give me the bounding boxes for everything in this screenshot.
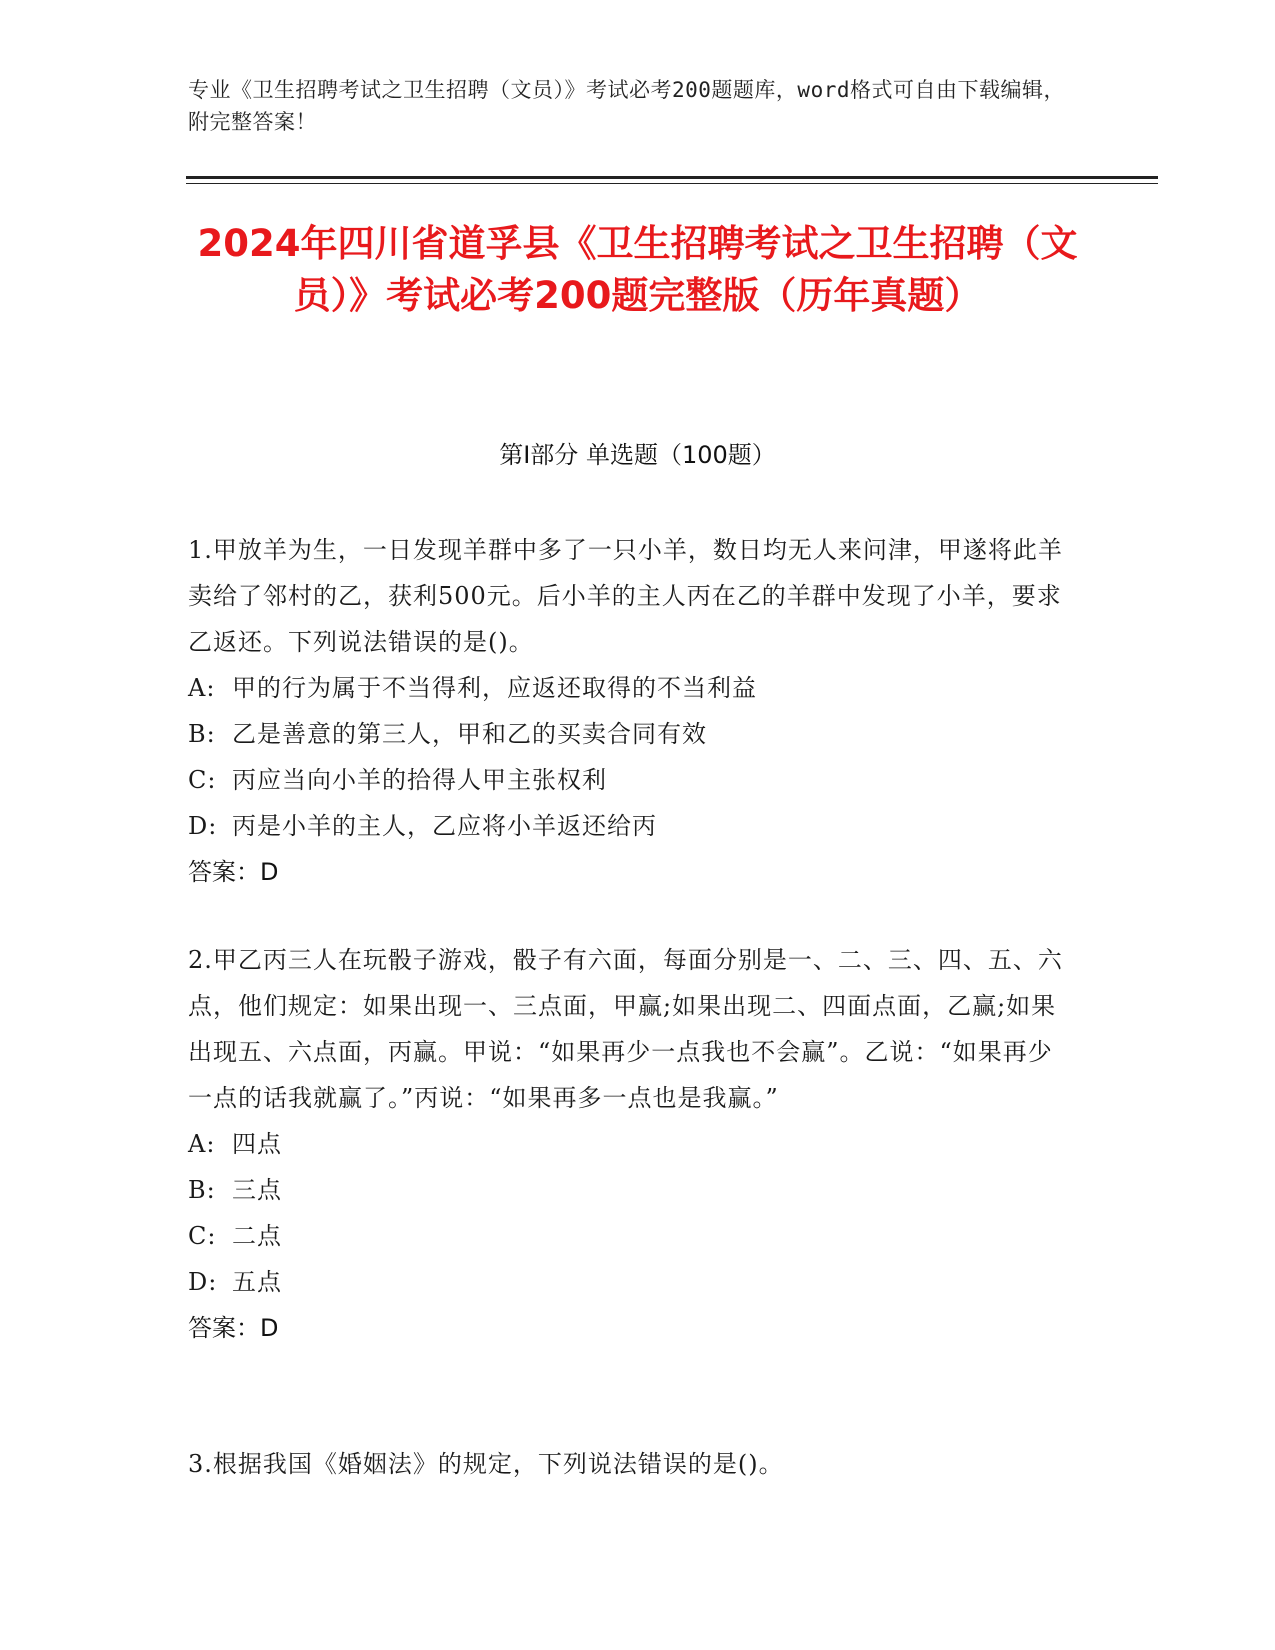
- header-note: 专业《卫生招聘考试之卫生招聘（文员）》考试必考200题题库，word格式可自由下载编辑，附完整答案！: [188, 78, 1065, 134]
- option-text: 丙是小羊的主人，乙应将小羊返还给丙: [232, 812, 657, 840]
- option-key: A:: [188, 1130, 216, 1158]
- option-key: A:: [188, 674, 216, 702]
- option-key: D:: [188, 812, 218, 840]
- question-stem: 3.根据我国《婚姻法》的规定，下列说法错误的是()。: [188, 1450, 784, 1478]
- option-d: [188, 1259, 1068, 1305]
- option-b: [188, 711, 1068, 757]
- option-text: 丙应当向小羊的拾得人甲主张权利: [232, 766, 607, 794]
- question-stem: 1.甲放羊为生，一日发现羊群中多了一只小羊，数日均无人来问津，甲遂将此羊卖给了邻村的乙，获利500元。后小羊的主人丙在乙的羊群中发现了小羊，要求乙返还。下列说法错误的是()。: [188, 536, 1063, 656]
- question-stem: 2.甲乙丙三人在玩骰子游戏，骰子有六面，每面分别是一、二、三、四、五、六点，他们规定：如果出现一、三点面，甲赢;如果出现二、四面点面，乙赢;如果出现五、六点面，丙赢。甲说：“如果再少一点我也不会赢”。乙说：“如果再少一点的话我就赢了。”丙说：“如果再多一点也是我赢。”: [188, 946, 1063, 1112]
- option-c: [188, 757, 1068, 803]
- option-key: B:: [188, 1176, 216, 1204]
- option-key: C:: [188, 766, 217, 794]
- option-text: 五点: [232, 1268, 282, 1296]
- option-a: [188, 665, 1068, 711]
- option-c: [188, 1213, 1068, 1259]
- question-3: [188, 1441, 1068, 1487]
- option-b: [188, 1167, 1068, 1213]
- option-key: C:: [188, 1222, 217, 1250]
- header-rule-thin: [186, 183, 1158, 184]
- option-text: 三点: [232, 1176, 282, 1204]
- option-key: D:: [188, 1268, 218, 1296]
- answer-label: 答案：D: [188, 1314, 279, 1342]
- option-a: [188, 1121, 1068, 1167]
- question-1: [188, 527, 1068, 895]
- document-title: 2024年四川省道孚县《卫生招聘考试之卫生招聘（文员）》考试必考200题完整版（历年真题）: [197, 222, 1078, 317]
- option-text: 四点: [232, 1130, 282, 1158]
- section-heading: 第Ⅰ部分 单选题（100题）: [499, 441, 776, 469]
- option-text: 二点: [232, 1222, 282, 1250]
- option-text: 乙是善意的第三人，甲和乙的买卖合同有效: [232, 720, 707, 748]
- header-rule-thick: [186, 176, 1158, 179]
- option-key: B:: [188, 720, 216, 748]
- option-text: 甲的行为属于不当得利，应返还取得的不当利益: [232, 674, 757, 702]
- option-d: [188, 803, 1068, 849]
- answer-label: 答案：D: [188, 858, 279, 886]
- question-2: [188, 937, 1068, 1351]
